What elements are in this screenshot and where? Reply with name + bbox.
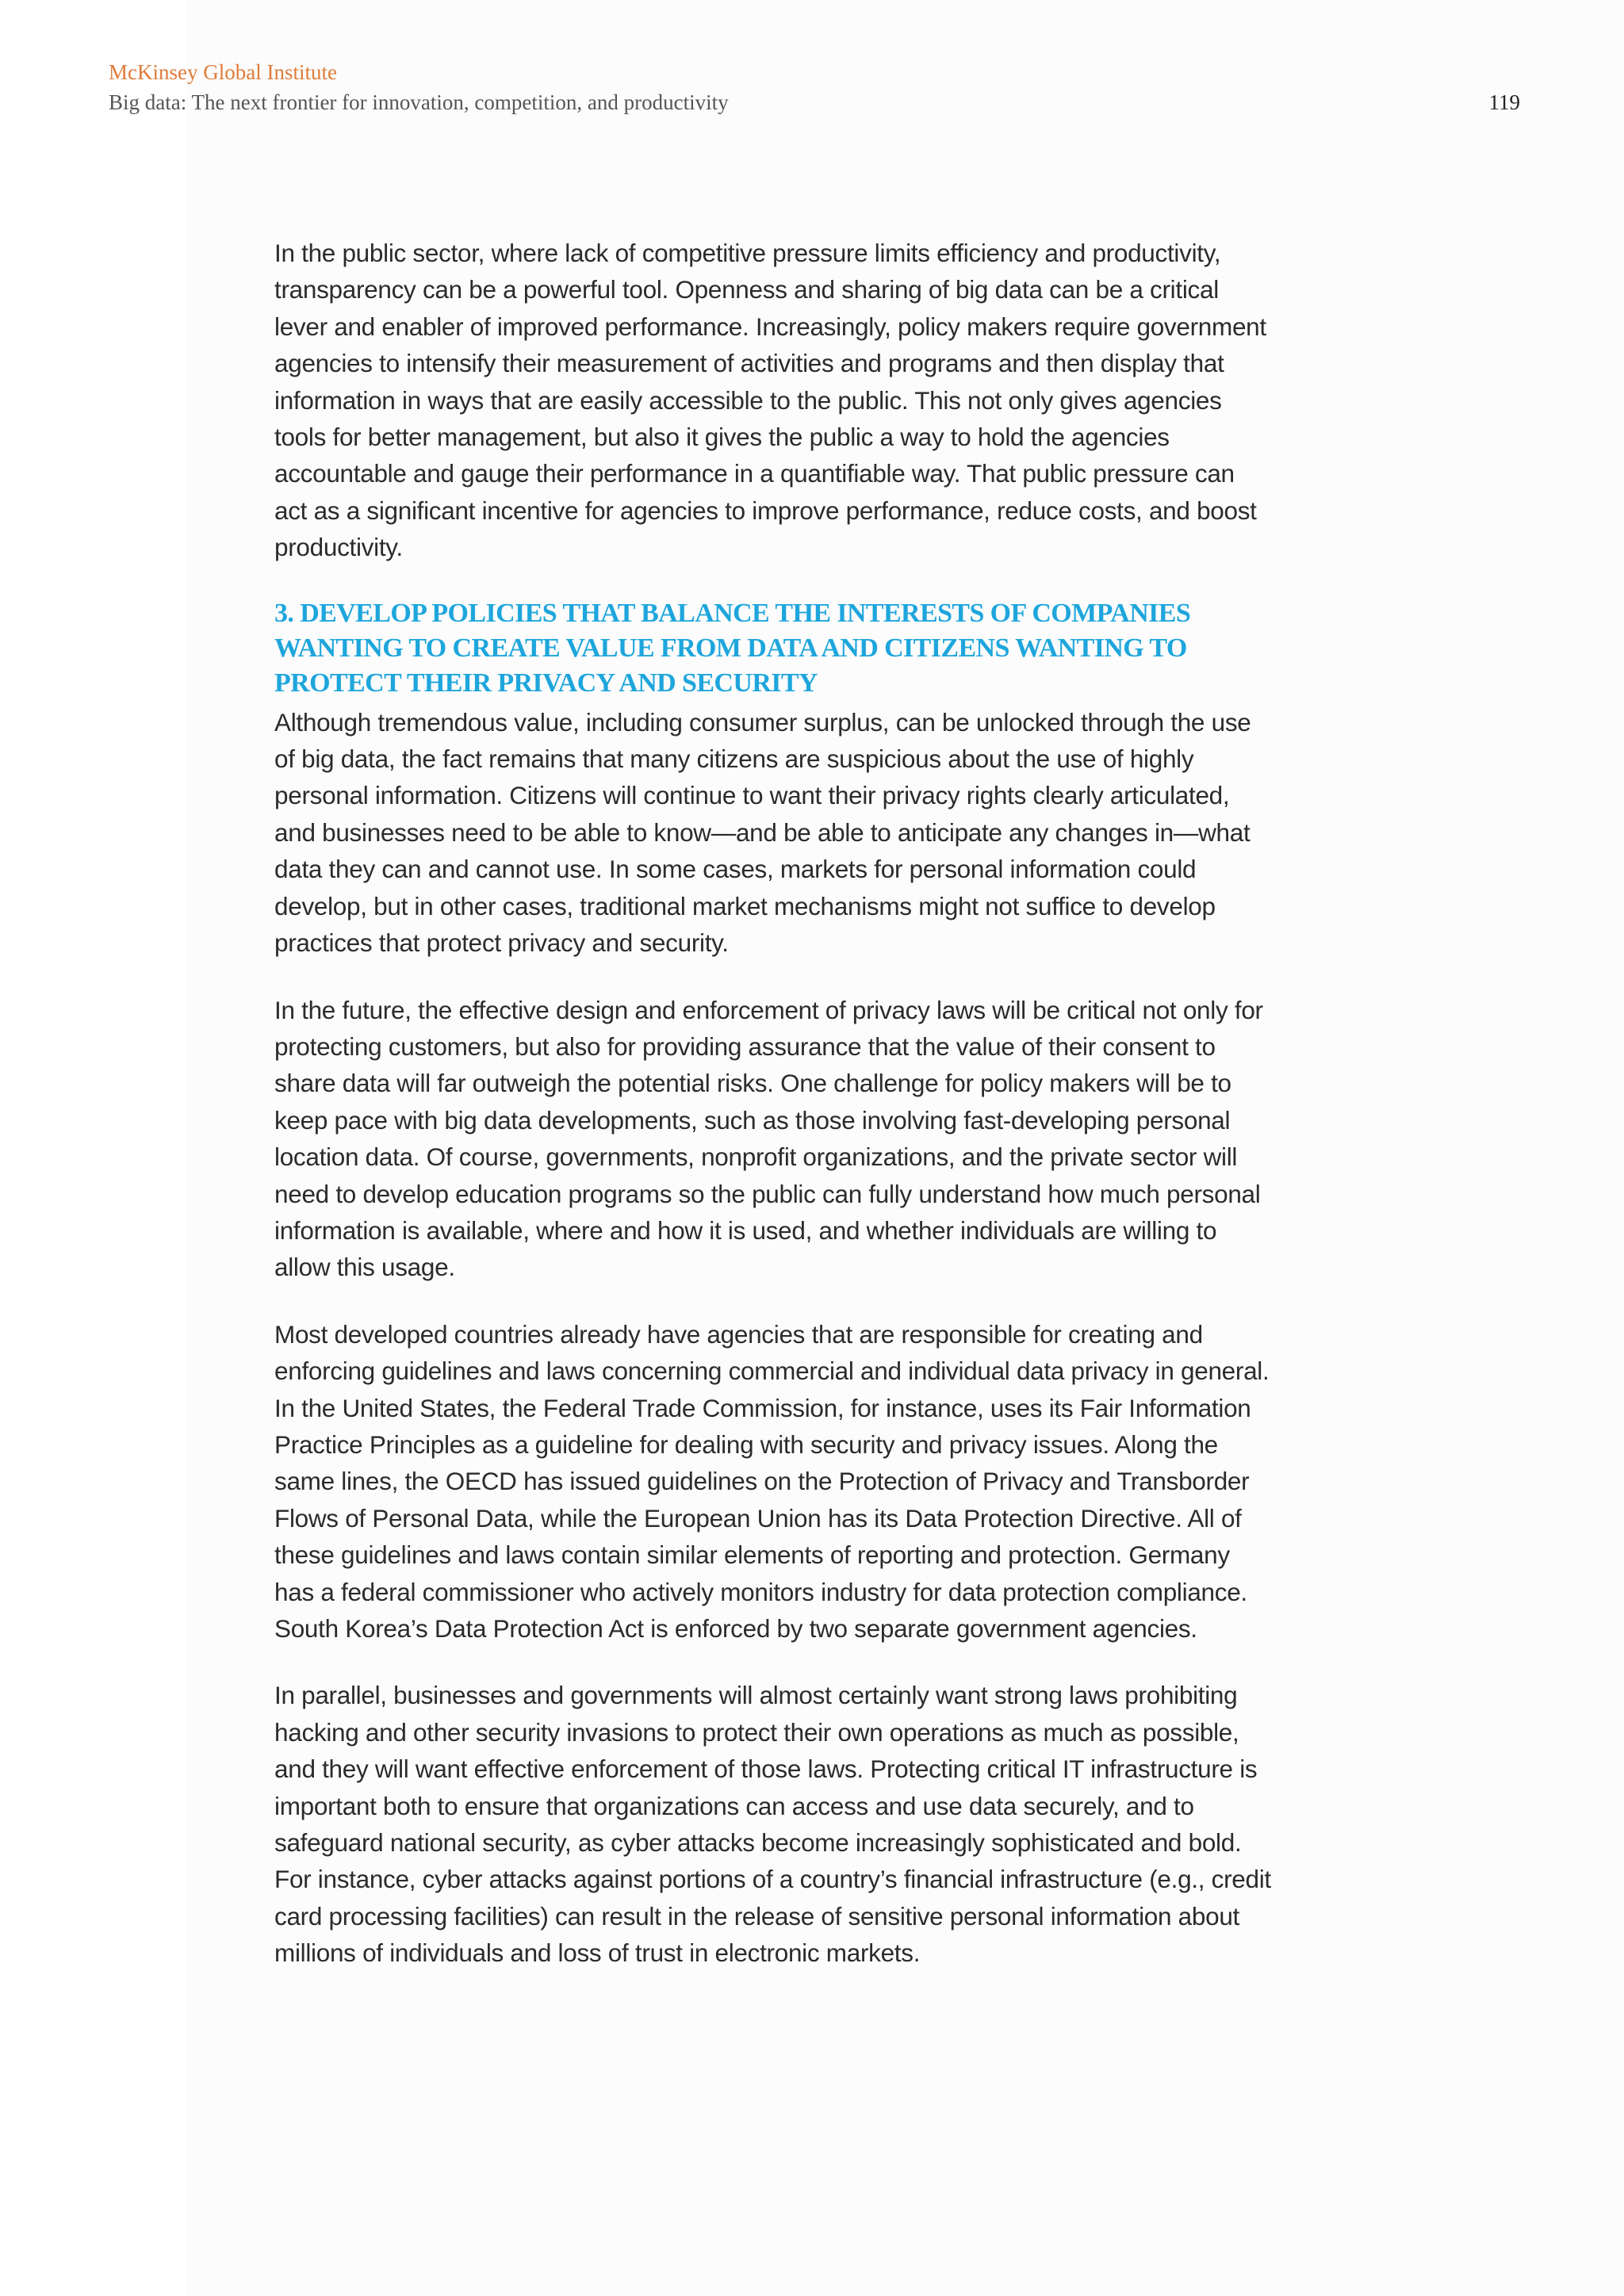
body-paragraph: In the future, the effective design and enforcement of privacy laws will be critical not only for protecting customers, but also for providing assurance that the value of their consent to share data will far outweigh the potential risks. One challenge for policy makers will be to keep pace with big data developments, such as those involving fast-developing personal location data. Of course, governments, nonprofit organizations, and the private sector will need to develop education programs so the public can fully understand how much personal information is available, where and how it is used, and whether individuals are willing to allow this usage. [274,995,1263,1282]
body-paragraph: Most developed countries already have agencies that are responsible for creating and enforcing guidelines and laws concerning commercial and individual data privacy in general. In the United States, the Federal Trade Commission, for instance, uses its Fair Information Practice Principles as a guideline for dealing with security and privacy issues. Along the same lines, the OECD has issued guidelines on the Protection of Privacy and Transborder Flows of Personal Data, while the European Union has its Data Protection Directive. All of these guidelines and laws contain similar elements of reporting and protection. Germany has a federal commissioner who actively monitors industry for data protection compliance. South Korea’s Data Protection Act is enforced by two separate government agencies. [274,1319,1270,1643]
page-body [274,235,1274,2002]
page-header [109,57,1520,117]
publisher-name: McKinsey Global Institute [109,60,337,84]
body-paragraph: In parallel, businesses and governments will almost certainly want strong laws prohibiting hacking and other security invasions to protect their own operations as much as possible, and they will want effective enforcement of those laws. Protecting critical IT infrastructure is important both to ensure that organizations can access and use data securely, and to safeguard national security, as cyber attacks become increasingly sophisticated and bold. For instance, cyber attacks against portions of a country’s financial infrastructure (e.g., credit card processing facilities) can result in the release of sensitive personal information about millions of individuals and loss of trust in electronic markets. [274,1681,1271,1968]
report-title: Big data: The next frontier for innovation, competition, and productivity [109,90,729,114]
body-paragraph: Although tremendous value, including consumer surplus, can be unlocked through the use of big data, the fact remains that many citizens are suspicious about the use of highly personal information. Citizens will continue to want their privacy rights clearly articulated, and businesses need to be able to know—and be able to anticipate any changes in—what data they can and cannot use. In some cases, markets for personal information could develop, but in other cases, traditional market mechanisms might not suffice to develop practices that protect privacy and security. [274,707,1251,958]
section-heading: 3. DEVELOP POLICIES THAT BALANCE THE INTERESTS OF COMPANIES WANTING TO CREATE VALUE FROM DATA AND CITIZENS WANTING TO PROTECT THEIR PRIVACY AND SECURITY [274,598,1191,698]
body-paragraph: In the public sector, where lack of competitive pressure limits efficiency and productivity, transparency can be a powerful tool. Openness and sharing of big data can be a critical lever and enabler of improved performance. Increasingly, policy makers require government agencies to intensify their measurement of activities and programs and then display that information in ways that are easily accessible to the public. This not only gives agencies tools for better management, but also it gives the public a way to hold the agencies accountable and gauge their performance in a quantifiable way. That public pressure can act as a significant incentive for agencies to improve performance, reduce costs, and boost productivity. [274,239,1266,562]
page-number: 119 [1488,90,1520,114]
